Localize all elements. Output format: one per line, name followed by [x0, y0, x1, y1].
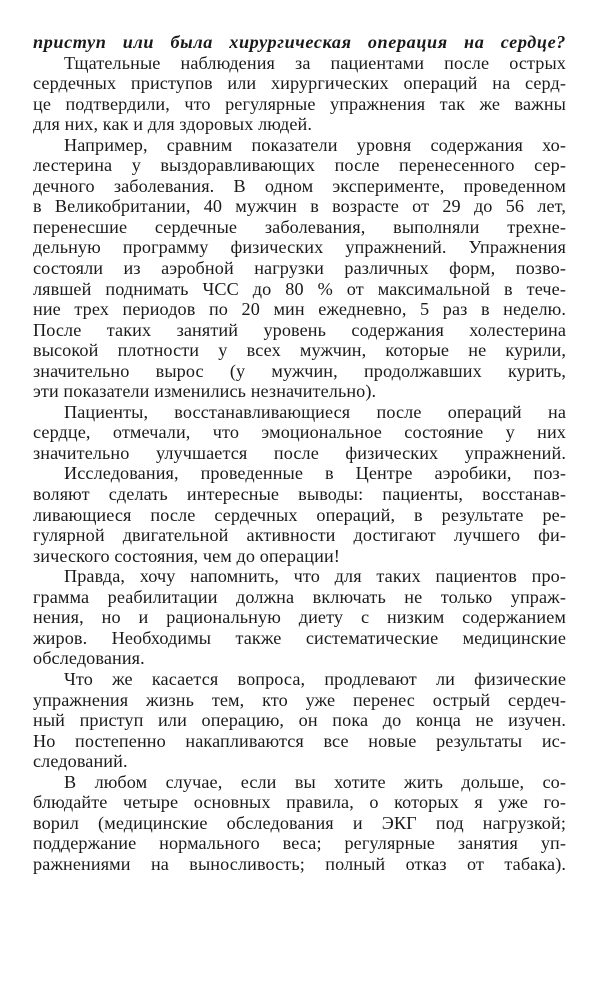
text-line: В любом случае, если вы хотите жить дольше, со-: [64, 771, 566, 792]
text-line: сердечных приступов или хирургических операций на серд-: [33, 73, 566, 94]
text-line: перенесшие сердечные заболевания, выполняли трехне-: [33, 216, 566, 237]
text-line: лестерина у выздоравливающих после перенесенного сер-: [33, 155, 566, 176]
text-line: дечного заболевания. В одном эксперименте, проведенном: [33, 175, 566, 196]
paragraph-life-extension: [33, 669, 566, 772]
paragraph-cholesterol-experiment: [33, 135, 566, 402]
text-line: Что же касается вопроса, продлевают ли физические: [64, 668, 566, 689]
text-line: эти показатели изменились незначительно).: [33, 381, 377, 402]
book-page: [33, 32, 566, 874]
text-line: следований.: [33, 751, 128, 772]
text-line: Но постепенно накапливаются все новые результаты ис-: [33, 730, 566, 751]
text-line: лявшей поднимать ЧСС до 80 % от максимальной в тече-: [33, 278, 566, 299]
text-line: воляют сделать интересные выводы: пациенты, восстанав-: [33, 484, 566, 505]
text-line: в Великобритании, 40 мужчин в возрасте от 29 до 56 лет,: [33, 196, 566, 217]
text-line: значительно вырос (у мужчин, продолжавших курить,: [33, 360, 566, 381]
text-line: После таких занятий уровень содержания холестерина: [33, 319, 566, 340]
italic-question-continuation: [33, 32, 566, 53]
paragraph-aerobics-center: [33, 463, 566, 566]
text-line: зического состояния, чем до операции!: [33, 545, 340, 566]
text-line: ливающиеся после сердечных операций, в результате ре-: [33, 504, 566, 525]
text-line: це подтвердили, что регулярные упражнения так же важны: [33, 93, 566, 114]
text-line: грамма реабилитации должна включать не только упраж-: [33, 586, 566, 607]
paragraph-observations: [33, 53, 566, 135]
text-line: Тщательные наблюдения за пациентами после острых: [64, 52, 566, 73]
text-line: Исследования, проведенные в Центре аэробики, поз-: [64, 463, 566, 484]
text-line: состояли из аэробной нагрузки различных форм, позво-: [33, 258, 566, 279]
text-line: ражнениями на выносливость; полный отказ от табака).: [33, 853, 566, 874]
text-line: Пациенты, восстанавливающиеся после операций на: [64, 401, 566, 422]
text-line: жиров. Необходимы также систематические медицинские: [33, 627, 566, 648]
text-line: гулярной двигательной активности достигают лучшего фи-: [33, 525, 566, 546]
text-line: нения, но и рациональную диету с низким содержанием: [33, 607, 566, 628]
paragraph-rehabilitation-program: [33, 566, 566, 669]
text-line: высокой плотности у всех мужчин, которые не курили,: [33, 340, 566, 361]
text-line: ный приступ или операцию, он пока до конца не изучен.: [33, 710, 566, 731]
paragraph-four-rules: [33, 772, 566, 875]
text-line: блюдайте четыре основных правила, о которых я уже го-: [33, 792, 566, 813]
text-line: ние трех периодов по 20 мин ежедневно, 5 раз в неделю.: [33, 299, 566, 320]
text-line: значительно улучшается после физических упражнений.: [33, 442, 566, 463]
text-line: Например, сравним показатели уровня содержания хо-: [64, 134, 566, 155]
text-line: поддержание нормального веса; регулярные занятия уп-: [33, 833, 566, 854]
text-line: приступ или была хирургическая операция на сердце?: [33, 32, 566, 52]
text-line: обследования.: [33, 648, 145, 669]
text-line: ворил (медицинские обследования и ЭКГ под нагрузкой;: [33, 812, 566, 833]
text-line: для них, как и для здоровых людей.: [33, 114, 313, 135]
text-line: сердце, отмечали, что эмоциональное состояние у них: [33, 422, 566, 443]
text-line: дельную программу физических упражнений. Упражнения: [33, 237, 566, 258]
text-line: упражнения жизнь тем, кто уже перенес острый сердеч-: [33, 689, 566, 710]
text-line: Правда, хочу напомнить, что для таких пациентов про-: [64, 566, 566, 587]
paragraph-emotional-state: [33, 402, 566, 464]
